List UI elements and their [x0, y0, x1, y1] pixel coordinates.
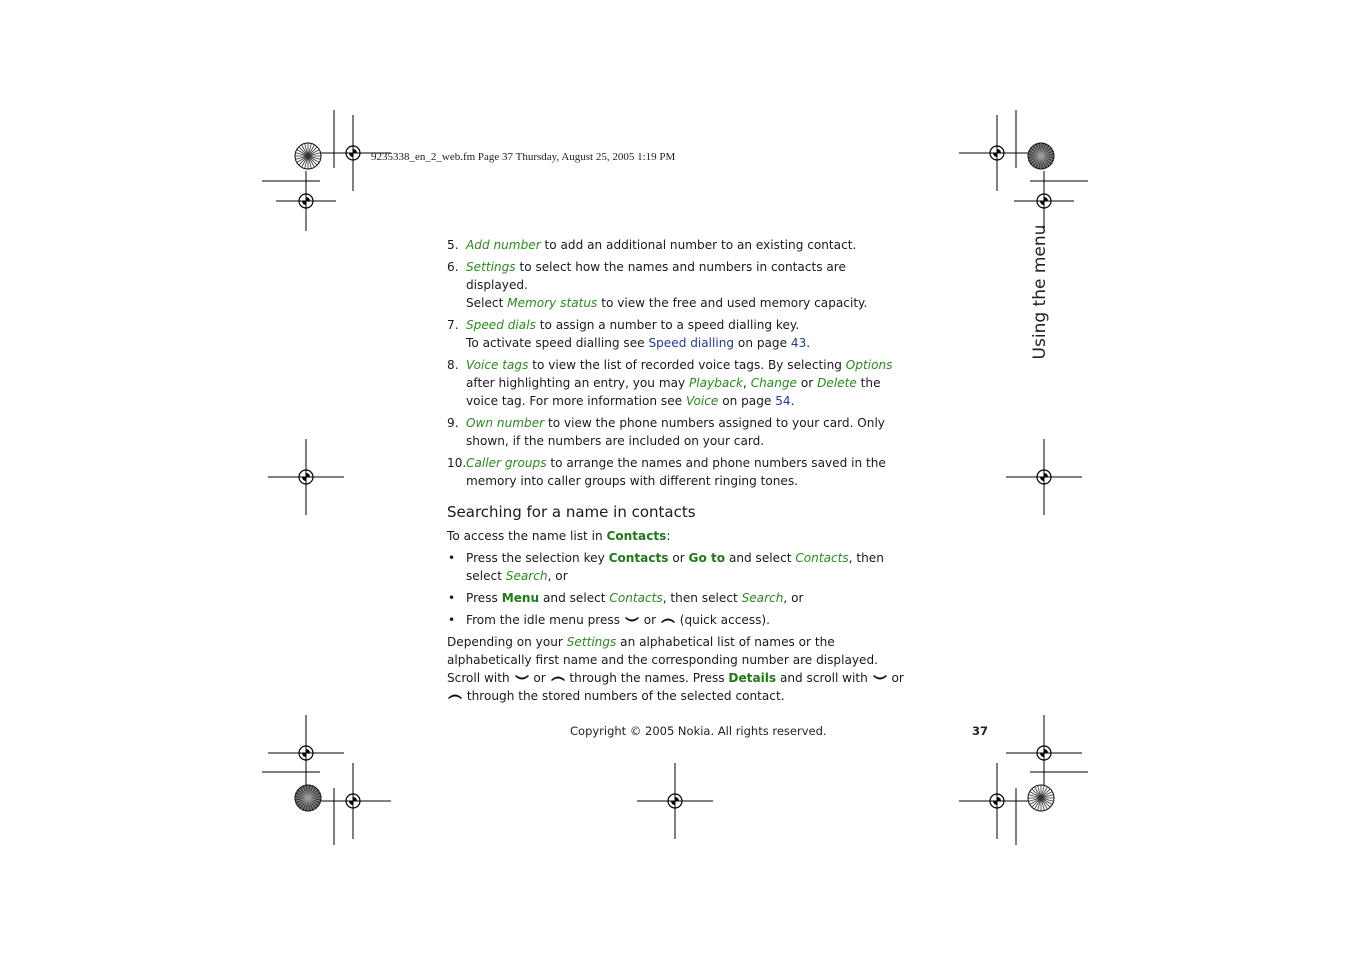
menu-term-add-number: Add number — [466, 238, 541, 252]
menu-term-playback: Playback — [689, 376, 743, 390]
registration-mark-icon — [276, 171, 336, 231]
color-bar-target-icon — [295, 785, 321, 811]
list-item-voice-tags: 8. Voice tags to view the list of recorded voice tags. By selecting Options after highlighting an entry, you may Playback, Change or Delete the voice tag. For more information see Voice on page 54. — [447, 358, 893, 408]
section-intro: To access the name list in Contacts: — [447, 529, 671, 543]
menu-term-contacts: Contacts — [795, 551, 849, 565]
menu-term-voice-tags: Voice tags — [466, 358, 529, 372]
bullet-icon: • — [448, 613, 456, 627]
registration-mark-icon — [959, 115, 1035, 191]
link-page-43[interactable]: 43 — [790, 336, 807, 350]
menu-term-speed-dials: Speed dials — [466, 318, 536, 332]
menu-term-own-number: Own number — [466, 416, 545, 430]
scroll-down-key-icon — [514, 673, 530, 683]
list-item-add-number: 5. Add number to add an additional number to an existing contact. — [447, 238, 857, 252]
list-item-own-number: 9. Own number to view the phone numbers assigned to your card. Only shown, if the numbers are included on your card. — [447, 416, 885, 448]
registration-mark-icon — [268, 715, 344, 791]
chapter-side-tab — [1020, 224, 1060, 360]
key-contacts: Contacts — [608, 551, 669, 565]
bullet-item: • From the idle menu press or (quick access). — [448, 613, 770, 627]
bullet-item: • Press Menu and select Contacts, then select Search, or — [448, 591, 804, 605]
color-bar-target-icon — [295, 143, 321, 169]
scroll-up-key-icon — [550, 673, 566, 683]
menu-term-search: Search — [505, 569, 548, 583]
list-item-caller-groups: 10. Caller groups to arrange the names and phone numbers saved in the memory into caller groups with different ringing tones. — [447, 456, 886, 488]
scroll-up-key-icon — [660, 615, 676, 625]
bullet-item: • Press the selection key Contacts or Go to and select Contacts, then select Search, or — [448, 551, 884, 583]
section-heading: Searching for a name in contacts — [447, 503, 696, 521]
menu-term-settings: Settings — [566, 635, 617, 649]
registration-mark-icon — [1006, 715, 1082, 791]
menu-term-delete: Delete — [817, 376, 857, 390]
key-go-to: Go to — [688, 551, 726, 565]
color-bar-target-icon — [1028, 785, 1054, 811]
registration-mark-icon — [1014, 171, 1074, 231]
scroll-down-key-icon — [872, 673, 888, 683]
page-number: 37 — [972, 724, 989, 738]
scroll-down-key-icon — [624, 615, 640, 625]
bullet-icon: • — [448, 591, 456, 605]
print-header-file-info: 9235338_en_2_web.fm Page 37 Thursday, August 25, 2005 1:19 PM — [371, 151, 676, 163]
link-speed-dialling[interactable]: Speed dialling — [648, 336, 735, 350]
section-paragraph: Depending on your Settings an alphabetical list of names or the alphabetically first name and the corresponding number are displayed. Scroll with or through the names. Press Details and scroll with or through the stored numbers of the selected contact. — [447, 635, 904, 703]
registration-mark-icon — [1006, 439, 1082, 515]
footer-copyright: Copyright © 2005 Nokia. All rights reserved. — [570, 724, 827, 738]
key-menu: Menu — [501, 591, 540, 605]
list-item-settings: 6. Settings to select how the names and numbers in contacts are displayed. Select Memory status to view the free and used memory capacity. — [447, 260, 868, 310]
key-details: Details — [728, 671, 777, 685]
scroll-up-key-icon — [447, 691, 463, 701]
menu-term-voice: Voice — [685, 394, 719, 408]
menu-term-options: Options — [845, 358, 893, 372]
menu-term-change: Change — [750, 376, 797, 390]
registration-mark-icon — [637, 763, 713, 839]
bullet-icon: • — [448, 551, 456, 565]
page-content — [447, 236, 907, 709]
menu-term-search: Search — [741, 591, 784, 605]
menu-term-settings: Settings — [466, 260, 516, 274]
registration-mark-icon — [268, 439, 344, 515]
color-bar-target-icon — [1028, 143, 1054, 169]
link-page-54[interactable]: 54 — [775, 394, 791, 408]
registration-mark-icon — [959, 763, 1035, 839]
registration-mark-icon — [315, 763, 391, 839]
chapter-side-tab-label: Using the menu — [1030, 224, 1050, 360]
menu-term-memory-status: Memory status — [507, 296, 598, 310]
list-item-speed-dials: 7. Speed dials to assign a number to a speed dialling key. To activate speed dialling see Speed dialling on page 43. — [447, 318, 811, 350]
key-contacts: Contacts — [606, 529, 667, 543]
menu-term-caller-groups: Caller groups — [466, 456, 547, 470]
menu-term-contacts: Contacts — [609, 591, 663, 605]
